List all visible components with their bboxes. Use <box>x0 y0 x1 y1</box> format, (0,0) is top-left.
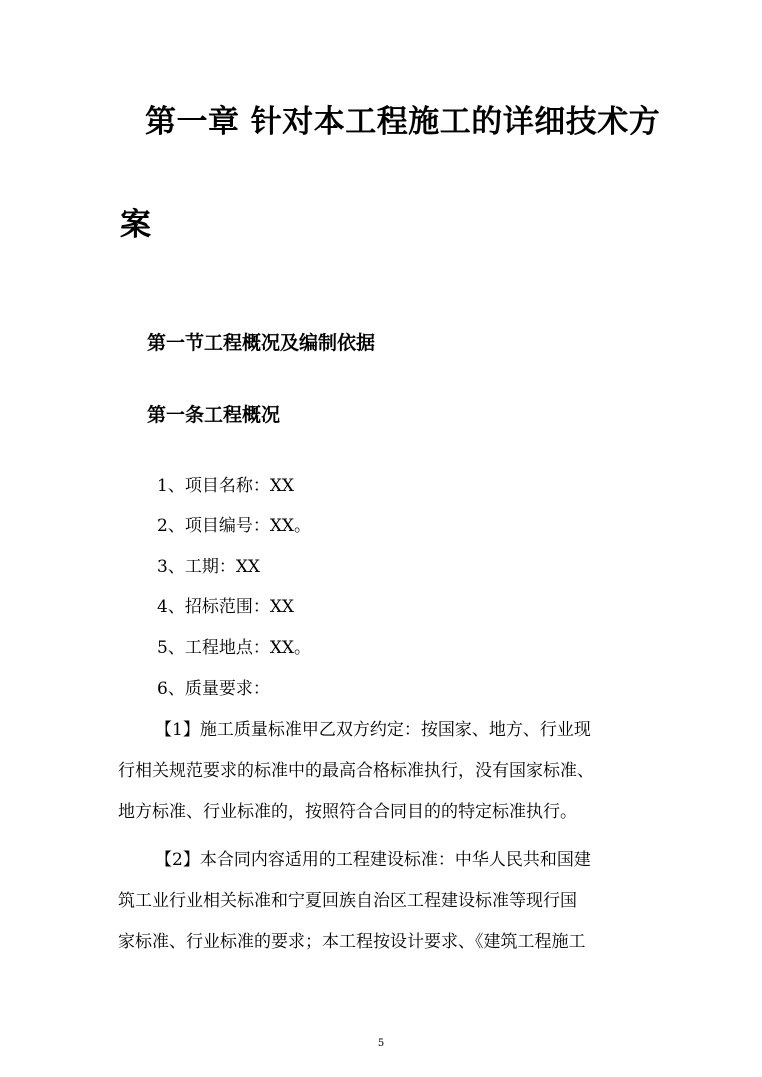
overview-item-location: 5、工程地点：XX。 <box>157 638 312 658</box>
paragraph-line: 【1】施工质量标准甲乙双方约定：按国家、地方、行业现 <box>155 720 591 740</box>
overview-item-quality: 6、质量要求： <box>157 679 270 699</box>
paragraph-line: 【2】本合同内容适用的工程建设标准：中华人民共和国建 <box>155 850 591 870</box>
overview-item-bid-scope: 4、招标范围：XX <box>157 597 295 617</box>
page-number: 5 <box>377 1038 385 1049</box>
paragraph-line: 地方标准、行业标准的，按照符合合同目的的特定标准执行。 <box>118 802 577 822</box>
paragraph-line: 筑工业行业相关标准和宁夏回族自治区工程建设标准等现行国 <box>118 891 577 911</box>
section-heading: 第一节工程概况及编制依据 <box>147 332 376 354</box>
chapter-title: 第一章 针对本工程施工的详细技术方 <box>145 104 661 140</box>
article-heading: 第一条工程概况 <box>147 404 281 426</box>
overview-item-duration: 3、工期：XX <box>157 557 261 577</box>
overview-item-project-name: 1、项目名称：XX <box>157 476 295 496</box>
overview-item-project-number: 2、项目编号：XX。 <box>157 516 312 536</box>
paragraph-line: 家标准、行业标准的要求；本工程按设计要求、《建筑工程施工 <box>118 932 586 952</box>
paragraph-line: 行相关规范要求的标准中的最高合格标准执行，没有国家标准、 <box>118 761 594 781</box>
chapter-title-continued: 案 <box>120 207 151 243</box>
